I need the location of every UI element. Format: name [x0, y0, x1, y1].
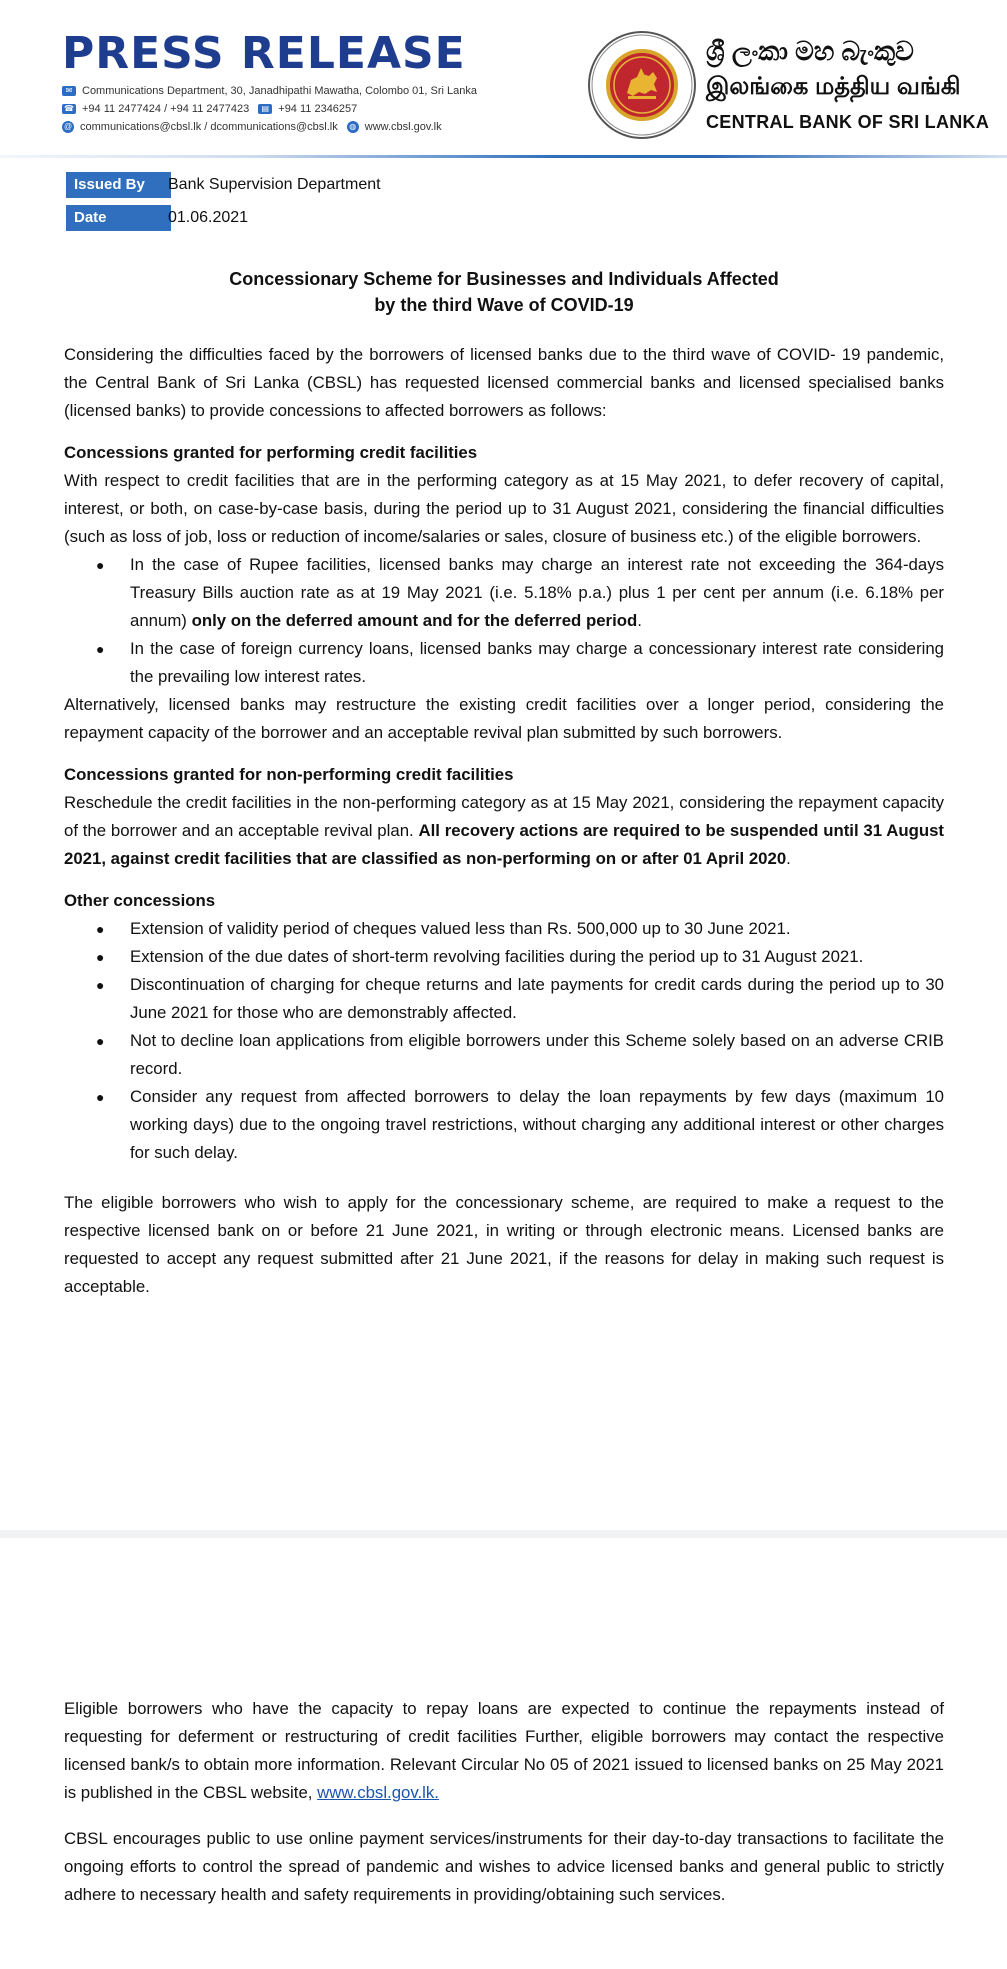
fax-icon: ▤	[258, 104, 272, 114]
intro-paragraph: Considering the difficulties faced by the borrowers of licensed banks due to the third wave of COVID- 19 pandemic, the Central Bank of Sri Lanka (CBSL) has requested licensed commercial banks and licensed specialised banks (licensed banks) to provide concessions to affected borrowers as follows:	[64, 345, 944, 420]
non-performing-heading: Concessions granted for non-performing credit facilities	[64, 765, 514, 784]
title-line-2: by the third Wave of COVID-19	[374, 295, 634, 315]
list-item: ● In the case of foreign currency loans, licensed banks may charge a concessionary interest rate considering the prevailing low interest rates.	[64, 635, 944, 691]
page-2	[0, 1538, 1007, 1969]
online-payments-paragraph: CBSL encourages public to use online payment services/instruments for their day-to-day transactions to facilitate the ongoing efforts to control the spread of pandemic and wishes to advice licensed banks and general public to strictly adhere to necessary health and safety requirements in providing/obtaining such services.	[64, 1829, 944, 1904]
letterhead	[0, 0, 1007, 160]
list-item: ● In the case of Rupee facilities, licensed banks may charge an interest rate not exceeding the 364-days Treasury Bills auction rate as at 19 May 2021 (i.e. 5.18% p.a.) plus 1 per cent per annum (i.e. 6.18% per annum) only on the deferred amount and for the deferred period.	[64, 551, 944, 635]
issued-by-value: Bank Supervision Department	[168, 176, 381, 193]
list-item: ● Discontinuation of charging for cheque returns and late payments for credit cards during the period up to 30 June 2021 for those who are demonstrably affected.	[64, 971, 944, 1027]
performing-text: With respect to credit facilities that are in the performing category as at 15 May 2021, to defer recovery of capital, interest, or both, on case-by-case basis, during the period up to 31 August 2021, considering the financial difficulties (such as loss of job, loss or reduction of income/salaries or sales, closure of business etc.) of the eligible borrowers.	[64, 471, 944, 546]
bank-name-tamil: இலங்கை மத்திய வங்கி	[706, 73, 961, 100]
phone-icon: ☎	[62, 104, 76, 114]
performing-bullets	[64, 551, 944, 691]
cbsl-website-link[interactable]: www.cbsl.gov.lk.	[317, 1783, 439, 1802]
apply-paragraph: The eligible borrowers who wish to apply for the concessionary scheme, are required to make a request to the respective licensed bank on or before 21 June 2021, in writing or through electronic means. Licensed banks are requested to accept any request submitted after 21 June 2021, if the reasons for delay in making such request is acceptable.	[64, 1193, 944, 1296]
central-bank-seal-icon	[587, 30, 697, 140]
header-divider	[0, 155, 1007, 158]
non-performing-text: Reschedule the credit facilities in the non-performing category as at 15 May 2021, considering the repayment capacity of the borrower and an acceptable revival plan. All recovery actions are required to be suspended until 31 August 2021, against credit facilities that are classified as non-performing on or after 01 April 2020.	[64, 793, 944, 868]
date-value: 01.06.2021	[168, 209, 249, 226]
date-label: Date	[66, 205, 171, 231]
address-line	[62, 84, 477, 99]
document-title	[64, 266, 944, 318]
issued-by-label: Issued By	[66, 172, 171, 198]
other-concessions-heading: Other concessions	[64, 891, 216, 910]
phone-line	[62, 102, 357, 117]
alternative-paragraph: Alternatively, licensed banks may restructure the existing credit facilities over a longer period, considering the repayment capacity of the borrower and an acceptable revival plan submitted by such borrowers.	[64, 695, 944, 742]
bank-name-sinhala: ශ්‍රී ලංකා මහ බැංකුව	[706, 36, 914, 66]
list-item: ● Consider any request from affected borrowers to delay the loan repayments by few days (maximum 10 working days) due to the ongoing travel restrictions, without charging any additional interest or other charges for such delay.	[64, 1083, 944, 1167]
address-text: Communications Department, 30, Janadhipathi Mawatha, Colombo 01, Sri Lanka	[82, 85, 477, 97]
list-item: ● Not to decline loan applications from eligible borrowers under this Scheme solely based on an adverse CRIB record.	[64, 1027, 944, 1083]
contact-bank-paragraph: Eligible borrowers who have the capacity to repay loans are expected to continue the repayments instead of requesting for deferment or restructuring of credit facilities Further, eligible borrowers may contact the respective licensed bank/s to obtain more information. Relevant Circular No 05 of 2021 issued to licensed banks on 25 May 2021 is published in the CBSL website, www.cbsl.gov.lk.	[64, 1699, 944, 1802]
page-separator	[0, 1530, 1007, 1538]
press-release-title: PRESS RELEASE	[62, 28, 466, 79]
website-text: www.cbsl.gov.lk	[364, 121, 442, 133]
envelope-icon: ✉	[62, 86, 76, 96]
at-icon: @	[63, 122, 73, 132]
email-text: communications@cbsl.lk / dcommunications@cbsl.lk	[80, 121, 338, 133]
email-line	[62, 120, 442, 135]
body-content	[64, 341, 944, 1301]
globe-icon: ◍	[347, 121, 359, 133]
title-line-1: Concessionary Scheme for Businesses and Individuals Affected	[229, 269, 779, 289]
other-concessions-list	[64, 915, 944, 1167]
page-2-content	[64, 1695, 944, 1909]
performing-heading: Concessions granted for performing credit facilities	[64, 443, 478, 462]
fax-text: +94 11 2346257	[278, 103, 358, 115]
list-item: ● Extension of validity period of cheques valued less than Rs. 500,000 up to 30 June 2021.	[64, 915, 944, 943]
bank-name-english: CENTRAL BANK OF SRI LANKA	[706, 112, 990, 132]
phone-text: +94 11 2477424 / +94 11 2477423	[82, 103, 250, 115]
list-item: ● Extension of the due dates of short-term revolving facilities during the period up to 31 August 2021.	[64, 943, 944, 971]
